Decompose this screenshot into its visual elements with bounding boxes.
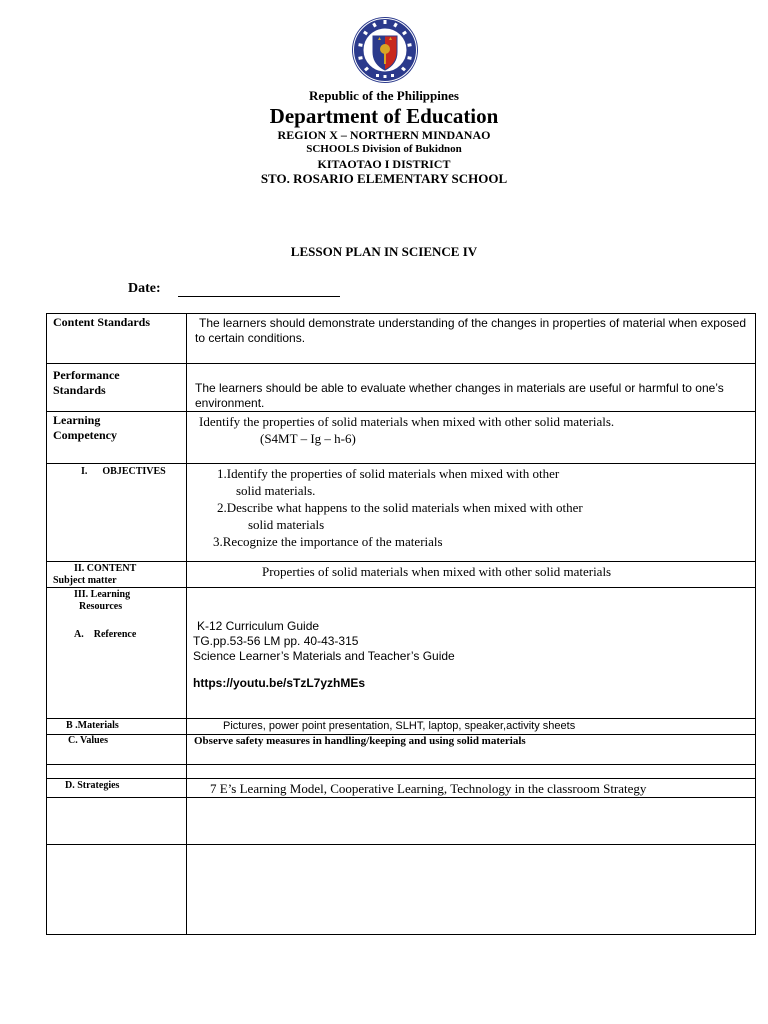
resources-label-1: III. Learning <box>74 589 131 600</box>
value-cell <box>187 464 756 562</box>
values-label: C. Values <box>68 735 109 746</box>
competency-label-1: Learning <box>53 413 101 427</box>
reference-label: A. Reference <box>74 629 137 640</box>
department-title: Department of Education <box>269 104 499 128</box>
content-standards-text: The learners should demonstrate understanding of the changes in properties of material when exposed to certain conditions. <box>195 316 747 345</box>
objective-item-2-cont: solid materials <box>248 517 325 532</box>
document-title: LESSON PLAN IN SCIENCE IV <box>290 244 478 259</box>
objective-item-1: 1.Identify the properties of solid materials when mixed with other <box>217 466 560 481</box>
lesson-plan-table <box>46 313 756 935</box>
label-cell <box>47 779 187 798</box>
division-line: SCHOOLS Division of Bukidnon <box>306 143 462 155</box>
objective-item-2: 2.Describe what happens to the solid materials when mixed with other <box>217 500 583 515</box>
district-line: KITAOTAO I DISTRICT <box>317 157 451 171</box>
label-cell <box>47 719 187 735</box>
label-cell <box>47 464 187 562</box>
strategies-label: D. Strategies <box>65 780 120 791</box>
materials-text: Pictures, power point presentation, SLHT, laptop, speaker,activity sheets <box>223 720 576 732</box>
row-values <box>47 735 756 765</box>
row-empty-1 <box>47 798 756 845</box>
row-objectives <box>47 464 756 562</box>
performance-standards-text: The learners should be able to evaluate whether changes in materials are useful or harmful to one’s environment. <box>195 381 724 410</box>
date-label: Date: <box>128 281 161 296</box>
label-cell <box>47 412 187 464</box>
value-cell <box>187 314 756 364</box>
value-cell <box>187 779 756 798</box>
seal-torch-handle <box>384 52 386 64</box>
school-line: STO. ROSARIO ELEMENTARY SCHOOL <box>260 171 508 186</box>
label-cell <box>47 314 187 364</box>
objectives-label: I. OBJECTIVES <box>81 466 166 477</box>
deped-seal-icon <box>351 16 419 84</box>
values-text: Observe safety measures in handling/keeping and using solid materials <box>194 735 526 747</box>
label-cell <box>47 735 187 765</box>
row-learning-competency <box>47 412 756 464</box>
value-cell <box>187 588 756 719</box>
row-content <box>47 562 756 588</box>
row-spacer <box>47 765 756 779</box>
competency-text: Identify the properties of solid materials when mixed with other solid materials. <box>199 414 615 429</box>
date-field-line[interactable] <box>178 296 340 297</box>
region-line: REGION X – NORTHERN MINDANAO <box>277 128 491 142</box>
reference-line-3: Science Learner’s Materials and Teacher’s Guide <box>193 649 455 663</box>
subject-matter-label: Subject matter <box>53 575 117 586</box>
label-cell <box>47 562 187 588</box>
content-text: Properties of solid materials when mixed with other solid materials <box>262 564 612 579</box>
content-label: II. CONTENT <box>74 563 137 574</box>
republic-line: Republic of the Philippines <box>309 88 459 103</box>
strategies-text: 7 E’s Learning Model, Cooperative Learning, Technology in the classroom Strategy <box>210 781 647 796</box>
competency-code: (S4MT – Ig – h-6) <box>260 431 356 446</box>
row-performance-standards <box>47 364 756 412</box>
materials-label: B .Materials <box>66 720 119 731</box>
objective-item-1-cont: solid materials. <box>236 483 316 498</box>
value-cell <box>187 412 756 464</box>
reference-line-2: TG.pp.53-56 LM pp. 40-43-315 <box>193 634 359 648</box>
content-standards-label: Content Standards <box>53 315 151 329</box>
value-cell <box>187 719 756 735</box>
reference-link[interactable]: https://youtu.be/sTzL7yzhMEs <box>193 676 366 690</box>
row-strategies <box>47 779 756 798</box>
value-cell <box>187 562 756 588</box>
row-content-standards <box>47 314 756 364</box>
row-empty-2 <box>47 845 756 935</box>
competency-label-2: Competency <box>53 428 117 442</box>
objective-item-3: 3.Recognize the importance of the materials <box>213 534 443 549</box>
row-learning-resources <box>47 588 756 719</box>
resources-label-2: Resources <box>79 601 123 612</box>
label-cell <box>47 364 187 412</box>
performance-label-2: Standards <box>53 383 106 397</box>
label-cell <box>47 588 187 719</box>
performance-label-1: Performance <box>53 368 120 382</box>
value-cell <box>187 735 756 765</box>
reference-line-1: K-12 Curriculum Guide <box>197 619 320 633</box>
value-cell <box>187 364 756 412</box>
row-materials <box>47 719 756 735</box>
